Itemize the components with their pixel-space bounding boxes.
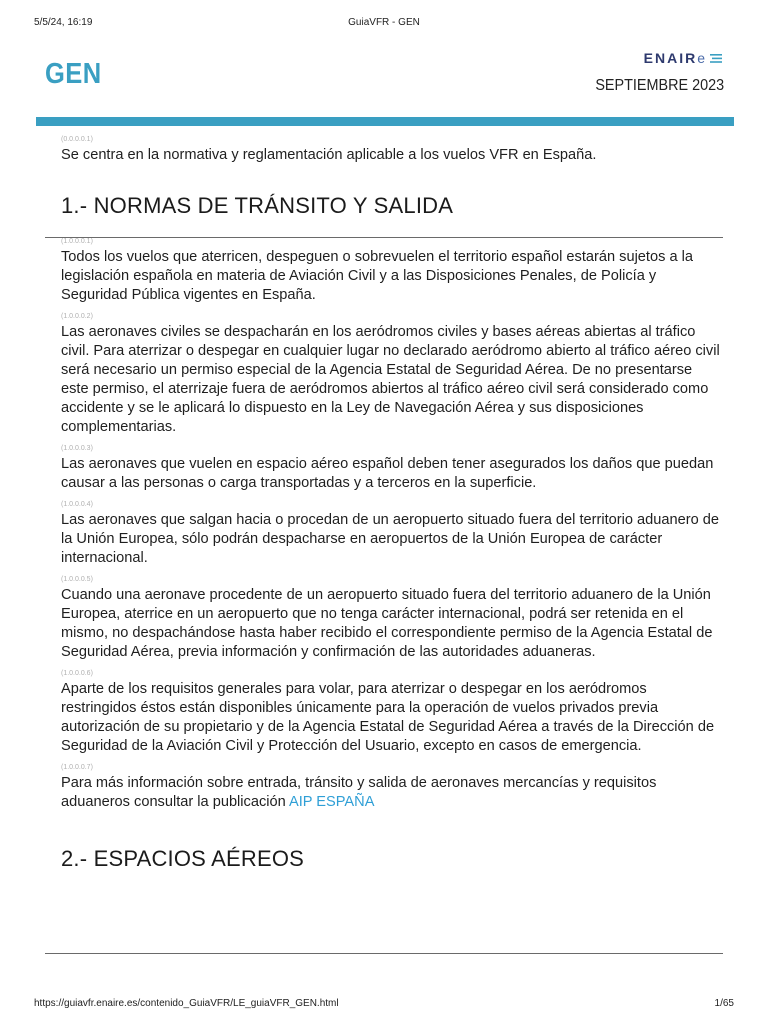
paragraph-id: (1.0.0.0.5) — [61, 576, 93, 583]
document-body — [61, 136, 721, 876]
paragraph-text: Las aeronaves que salgan hacia o procedan de un aeropuerto situado fuera del territorio aduanero de la Unión Europea, sólo podrán despacharse en aeropuertos de la Unión Europea de carácter internacional. — [61, 512, 719, 566]
edition-date: SEPTIEMBRE 2023 — [595, 77, 724, 94]
print-url: https://guiavfr.enaire.es/contenido_GuiaVFR/LE_guiaVFR_GEN.html — [34, 998, 339, 1009]
print-footer — [34, 998, 734, 1012]
paragraph-text: Las aeronaves civiles se despacharán en los aeródromos civiles y bases aéreas abiertas al tráfico civil. Para aterrizar o despegar en cualquier lugar no declarado aeródromo abierto al tráfico aéreo civil será necesario un permiso especial de la Agencia Estatal de Seguridad Aérea. De no presentarse este permiso, el aterrizaje fuera de aeródromos abiertos al tráfico aéreo civil será considerado como accidente y se le aplicará lo dispuesto en la Ley de Navegación Aérea y sus disposiciones complementarias. — [61, 324, 720, 435]
intro-paragraph — [61, 136, 721, 165]
paragraph-1 — [61, 238, 721, 305]
print-header — [34, 17, 734, 31]
paragraph-text: Aparte de los requisitos generales para volar, para aterrizar o despegar en los aeródromos restringidos éstos están disponibles únicamente para la operación de vuelos privados previa autorización de su propietario y de la Agencia Estatal de Seguridad Aérea a través de la Dirección de Seguridad de la Aviación Civil y Protección del Usuario, excepto en casos de emergencia. — [61, 681, 715, 754]
paragraph-text: Todos los vuelos que aterricen, despeguen o sobrevuelen el territorio español estarán sujetos a la legislación española en materia de Aviación Civil y a las Disposiciones Penales, de Policía y Seguridad Pública vigentes en España. — [61, 249, 693, 303]
section-2-underline — [45, 953, 723, 954]
paragraph-6 — [61, 670, 721, 756]
paragraph-2 — [61, 313, 721, 437]
header-accent-bar — [36, 117, 734, 126]
paragraph-text: Para más información sobre entrada, tránsito y salida de aeronaves mercancías y requisitos aduaneros consultar la publicación AIP ESPAÑA — [61, 775, 657, 810]
paragraph-text: Las aeronaves que vuelen en espacio aéreo español deben tener asegurados los daños que puedan causar a las personas o carga transportadas y a terceros en la superficie. — [61, 456, 714, 491]
section-title: GEN — [45, 58, 102, 90]
logo-lines-icon — [710, 54, 722, 63]
section-1-underline — [45, 237, 723, 238]
print-datetime: 5/5/24, 16:19 — [34, 17, 93, 28]
paragraph-id: (1.0.0.0.2) — [61, 313, 93, 320]
paragraph-id: (1.0.0.0.3) — [61, 445, 93, 452]
paragraph-5 — [61, 576, 721, 662]
paragraph-4 — [61, 501, 721, 568]
paragraph-id: (1.0.0.0.1) — [61, 238, 93, 245]
aip-espana-link[interactable]: AIP ESPAÑA — [288, 794, 375, 810]
paragraph-id: (1.0.0.0.7) — [61, 764, 93, 771]
section-heading-1: 1.- NORMAS DE TRÁNSITO Y SALIDA — [61, 193, 454, 218]
paragraph-id: (0.0.0.0.1) — [61, 136, 93, 143]
paragraph-text: Cuando una aeronave procedente de un aeropuerto situado fuera del territorio aduanero de la Unión Europea, aterrice en un aeropuerto que no tenga carácter internacional, podrá ser retenida en el mismo, no despachándose hasta haber recibido el correspondiente permiso de la Agencia Estatal de Seguridad Aérea, previa información y confirmación de las autoridades aduaneras. — [61, 587, 713, 660]
paragraph-id: (1.0.0.0.4) — [61, 501, 93, 508]
paragraph-id: (1.0.0.0.6) — [61, 670, 93, 677]
print-doc-title: GuiaVFR - GEN — [348, 17, 420, 28]
paragraph-7 — [61, 764, 721, 812]
paragraph-text: Se centra en la normativa y reglamentación aplicable a los vuelos VFR en España. — [61, 147, 597, 163]
section-1-paragraphs — [61, 238, 721, 756]
page-number: 1/65 — [714, 998, 734, 1009]
enaire-logo — [644, 50, 722, 66]
section-heading-2: 2.- ESPACIOS AÉREOS — [61, 846, 305, 871]
logo-wordmark: ENAIRe — [643, 50, 707, 66]
paragraph-3 — [61, 445, 721, 493]
